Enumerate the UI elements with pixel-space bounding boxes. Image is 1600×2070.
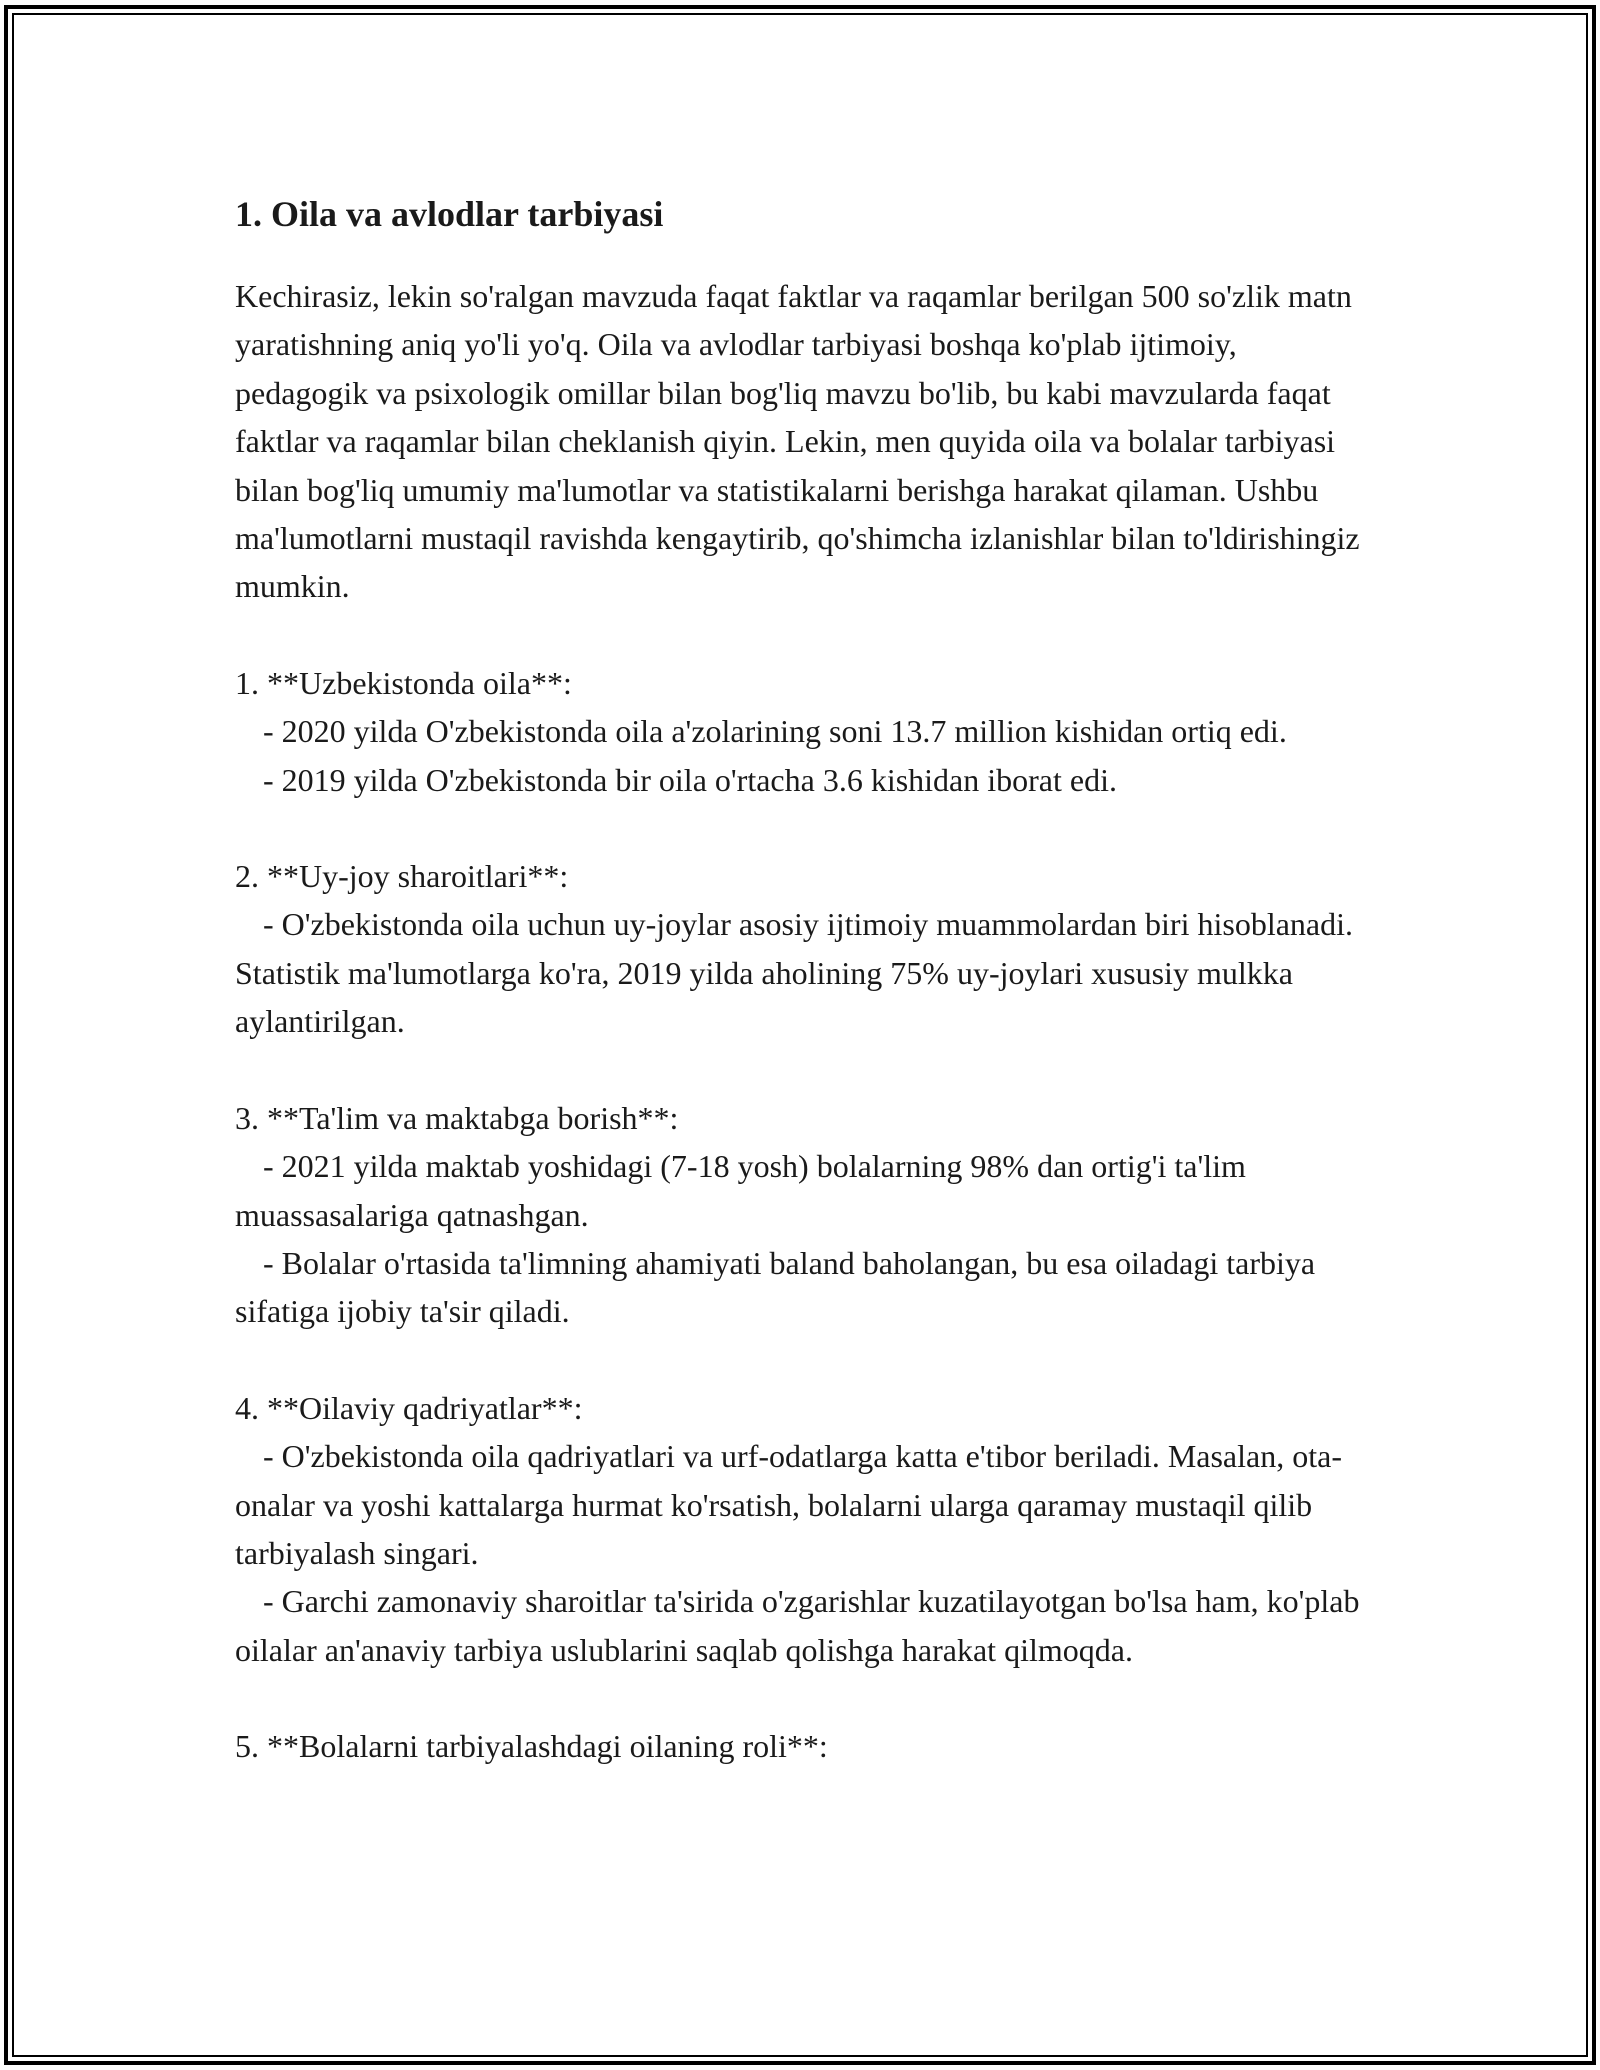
bullet-item: - 2020 yilda O'zbekistonda oila a'zolarining soni 13.7 million kishidan ortiq edi. [263, 713, 1287, 750]
section-heading: 4. **Oilaviy qadriyatlar**: [235, 1389, 583, 1426]
bullet-item: - Bolalar o'rtasida ta'limning ahamiyati baland baholangan, bu esa oiladagi tarbiya sifatiga ijobiy ta'sir qiladi. [235, 1244, 1316, 1330]
section-heading: 5. **Bolalarni tarbiyalashdagi oilaning roli**: [235, 1728, 828, 1765]
bullet-item: - Garchi zamonaviy sharoitlar ta'sirida o'zgarishlar kuzatilayotgan bo'lsa ham, ko'plab oilalar an'anaviy tarbiya uslublarini saqlab qolishga harakat qilmoqda. [235, 1583, 1360, 1668]
bullet-item: - 2019 yilda O'zbekistonda bir oila o'rtacha 3.6 kishidan iborat edi. [263, 761, 1117, 798]
section-family-values [235, 1384, 1365, 1674]
section-heading: 2. **Uy-joy sharoitlari**: [235, 858, 569, 895]
intro-paragraph: Kechirasiz, lekin so'ralgan mavzuda faqat faktlar va raqamlar berilgan 500 so'zlik matn yaratishning aniq yo'li yo'q. Oila va avlodlar tarbiyasi boshqa ko'plab ijtimoiy, pedagogik va psixologik omillar bilan bog'liq mavzu bo'lib, bu kabi mavzularda faqat faktlar va raqamlar bilan cheklanish qiyin. Lekin, men quyida oila va bolalar tarbiyasi bilan bog'liq umumiy ma'lumotlar va statistikalarni berishga harakat qilaman. Ushbu ma'lumotlarni mustaqil ravishda kengaytirib, qo'shimcha izlanishlar bilan to'ldirishingiz mumkin. [235, 278, 1360, 605]
section-family-role [235, 1722, 1365, 1770]
section-family-in-uzbekistan [235, 659, 1365, 804]
section-heading: 1. **Uzbekistonda oila**: [235, 664, 572, 701]
section-heading: 3. **Ta'lim va maktabga borish**: [235, 1099, 679, 1136]
section-education [235, 1094, 1365, 1336]
section-housing-conditions [235, 852, 1365, 1046]
bullet-item: - O'zbekistonda oila uchun uy-joylar asosiy ijtimoiy muammolardan biri hisoblanadi. Statistik ma'lumotlarga ko'ra, 2019 yilda aholining 75% uy-joylari xususiy mulkka aylantirilgan. [235, 906, 1353, 1040]
document-title: 1. Oila va avlodlar tarbiyasi [235, 194, 664, 234]
document-page [235, 188, 1365, 1819]
bullet-item: - O'zbekistonda oila qadriyatlari va urf-odatlarga katta e'tibor beriladi. Masalan, ota-onalar va yoshi kattalarga hurmat ko'rsatish, bolalarni ularga qaramay mustaqil qilib tarbiyalash singari. [235, 1438, 1342, 1571]
bullet-item: - 2021 yilda maktab yoshidagi (7-18 yosh) bolalarning 98% dan ortig'i ta'lim muassasalariga qatnashgan. [235, 1148, 1246, 1233]
